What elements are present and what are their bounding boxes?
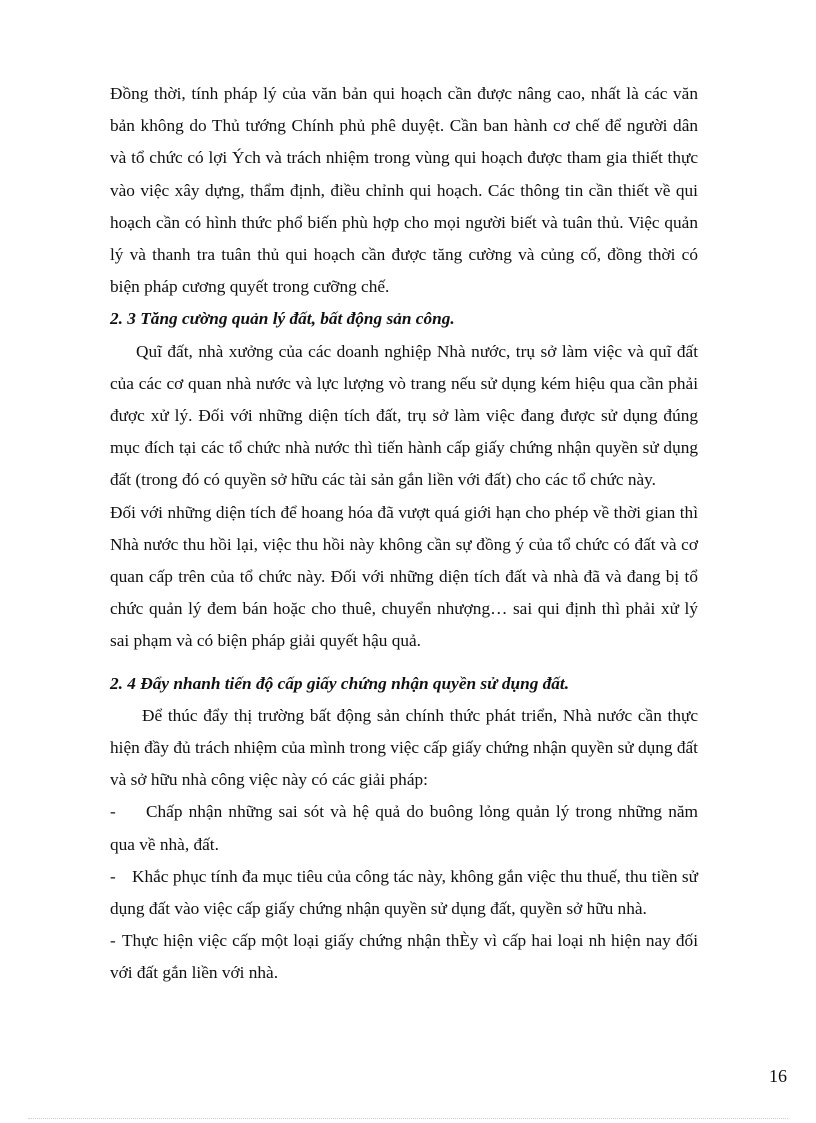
heading-2-4: 2. 4 Đẩy nhanh tiến độ cấp giấy chứng nhận quyền sử dụng đất. [110, 673, 570, 693]
bullet-dash: - [110, 931, 116, 951]
bullet-item [110, 861, 698, 925]
paragraph-land-recovery: Đối với những diện tích để hoang hóa đã vượt quá giới hạn cho phép về thời gian thì Nhà nước thu hồi lại, việc thu hồi này không cần sự đồng ý của tổ chức có đất và cơ quan cấp trên của tổ chức này. Đối với những diện tích đất và nhà đã và đang bị tổ chức quản lý đem bán hoặc cho thuê, chuyển nhượng… sai qui định thì phải xử lý sai phạm và có biện pháp giải quyết hậu quả. [110, 502, 698, 651]
paragraph-planning-legality: Đồng thời, tính pháp lý của văn bản qui hoạch cần được nâng cao, nhất là các văn bản không do Thủ tướng Chính phủ phê duyệt. Cần ban hành cơ chế để người dân và tổ chức có lợi Ých và trách nhiệm trong vùng qui hoạch được tham gia thiết thực vào việc xây dựng, thẩm định, điều chỉnh qui hoạch. Các thông tin cần thiết về qui hoạch cần có hình thức phổ biến phù hợp cho mọi người biết và tuân thủ. Việc quản lý và thanh tra tuân thủ qui hoạch cần được tăng cường và củng cố, đồng thời có biện pháp cương quyết trong cưỡng chế. [110, 84, 698, 297]
footer-divider [28, 1118, 788, 1119]
bullet-dash: - [110, 802, 116, 822]
bullet-text: Chấp nhận những sai sót và hệ quả do buông lỏng quản lý trong những năm qua về nhà, đất. [110, 802, 698, 854]
heading-2-3: 2. 3 Tăng cường quản lý đất, bất động sản công. [110, 309, 455, 329]
paragraph-public-land: Quĩ đất, nhà xưởng của các doanh nghiệp Nhà nước, trụ sở làm việc và quĩ đất của các cơ quan nhà nước và lực lượng vò trang nếu sử dụng kém hiệu qua cần phải được xử lý. Đối với những diện tích đất, trụ sở làm việc đang được sử dụng đúng mục đích tại các tổ chức nhà nước thì tiến hành cấp giấy chứng nhận quyền sử dụng đất (trong đó có quyền sở hữu các tài sản gắn liền với đất) cho các tổ chức này. [110, 341, 698, 490]
bullet-item [110, 925, 698, 989]
bullet-text: Khắc phục tính đa mục tiêu của công tác này, không gắn việc thu thuế, thu tiền sử dụng đất vào việc cấp giấy chứng nhận quyền sử dụng đất, quyền sở hữu nhà. [110, 866, 698, 919]
bullet-item [110, 796, 698, 860]
spacer [110, 658, 698, 668]
bullet-dash: - [110, 866, 116, 886]
document-body [110, 78, 698, 990]
page-number: 16 [769, 1066, 787, 1086]
bullet-text: Thực hiện việc cấp một loại giấy chứng nhận thÈy vì cấp hai loại nh hiện nay đối với đất gắn liền với nhà. [110, 931, 698, 983]
paragraph-certificate-intro: Để thúc đẩy thị trường bất động sản chính thức phát triển, Nhà nước cần thực hiện đầy đủ trách nhiệm của mình trong việc cấp giấy chứng nhận quyền sử dụng đất và sở hữu nhà công việc này có các giải pháp: [110, 705, 698, 790]
